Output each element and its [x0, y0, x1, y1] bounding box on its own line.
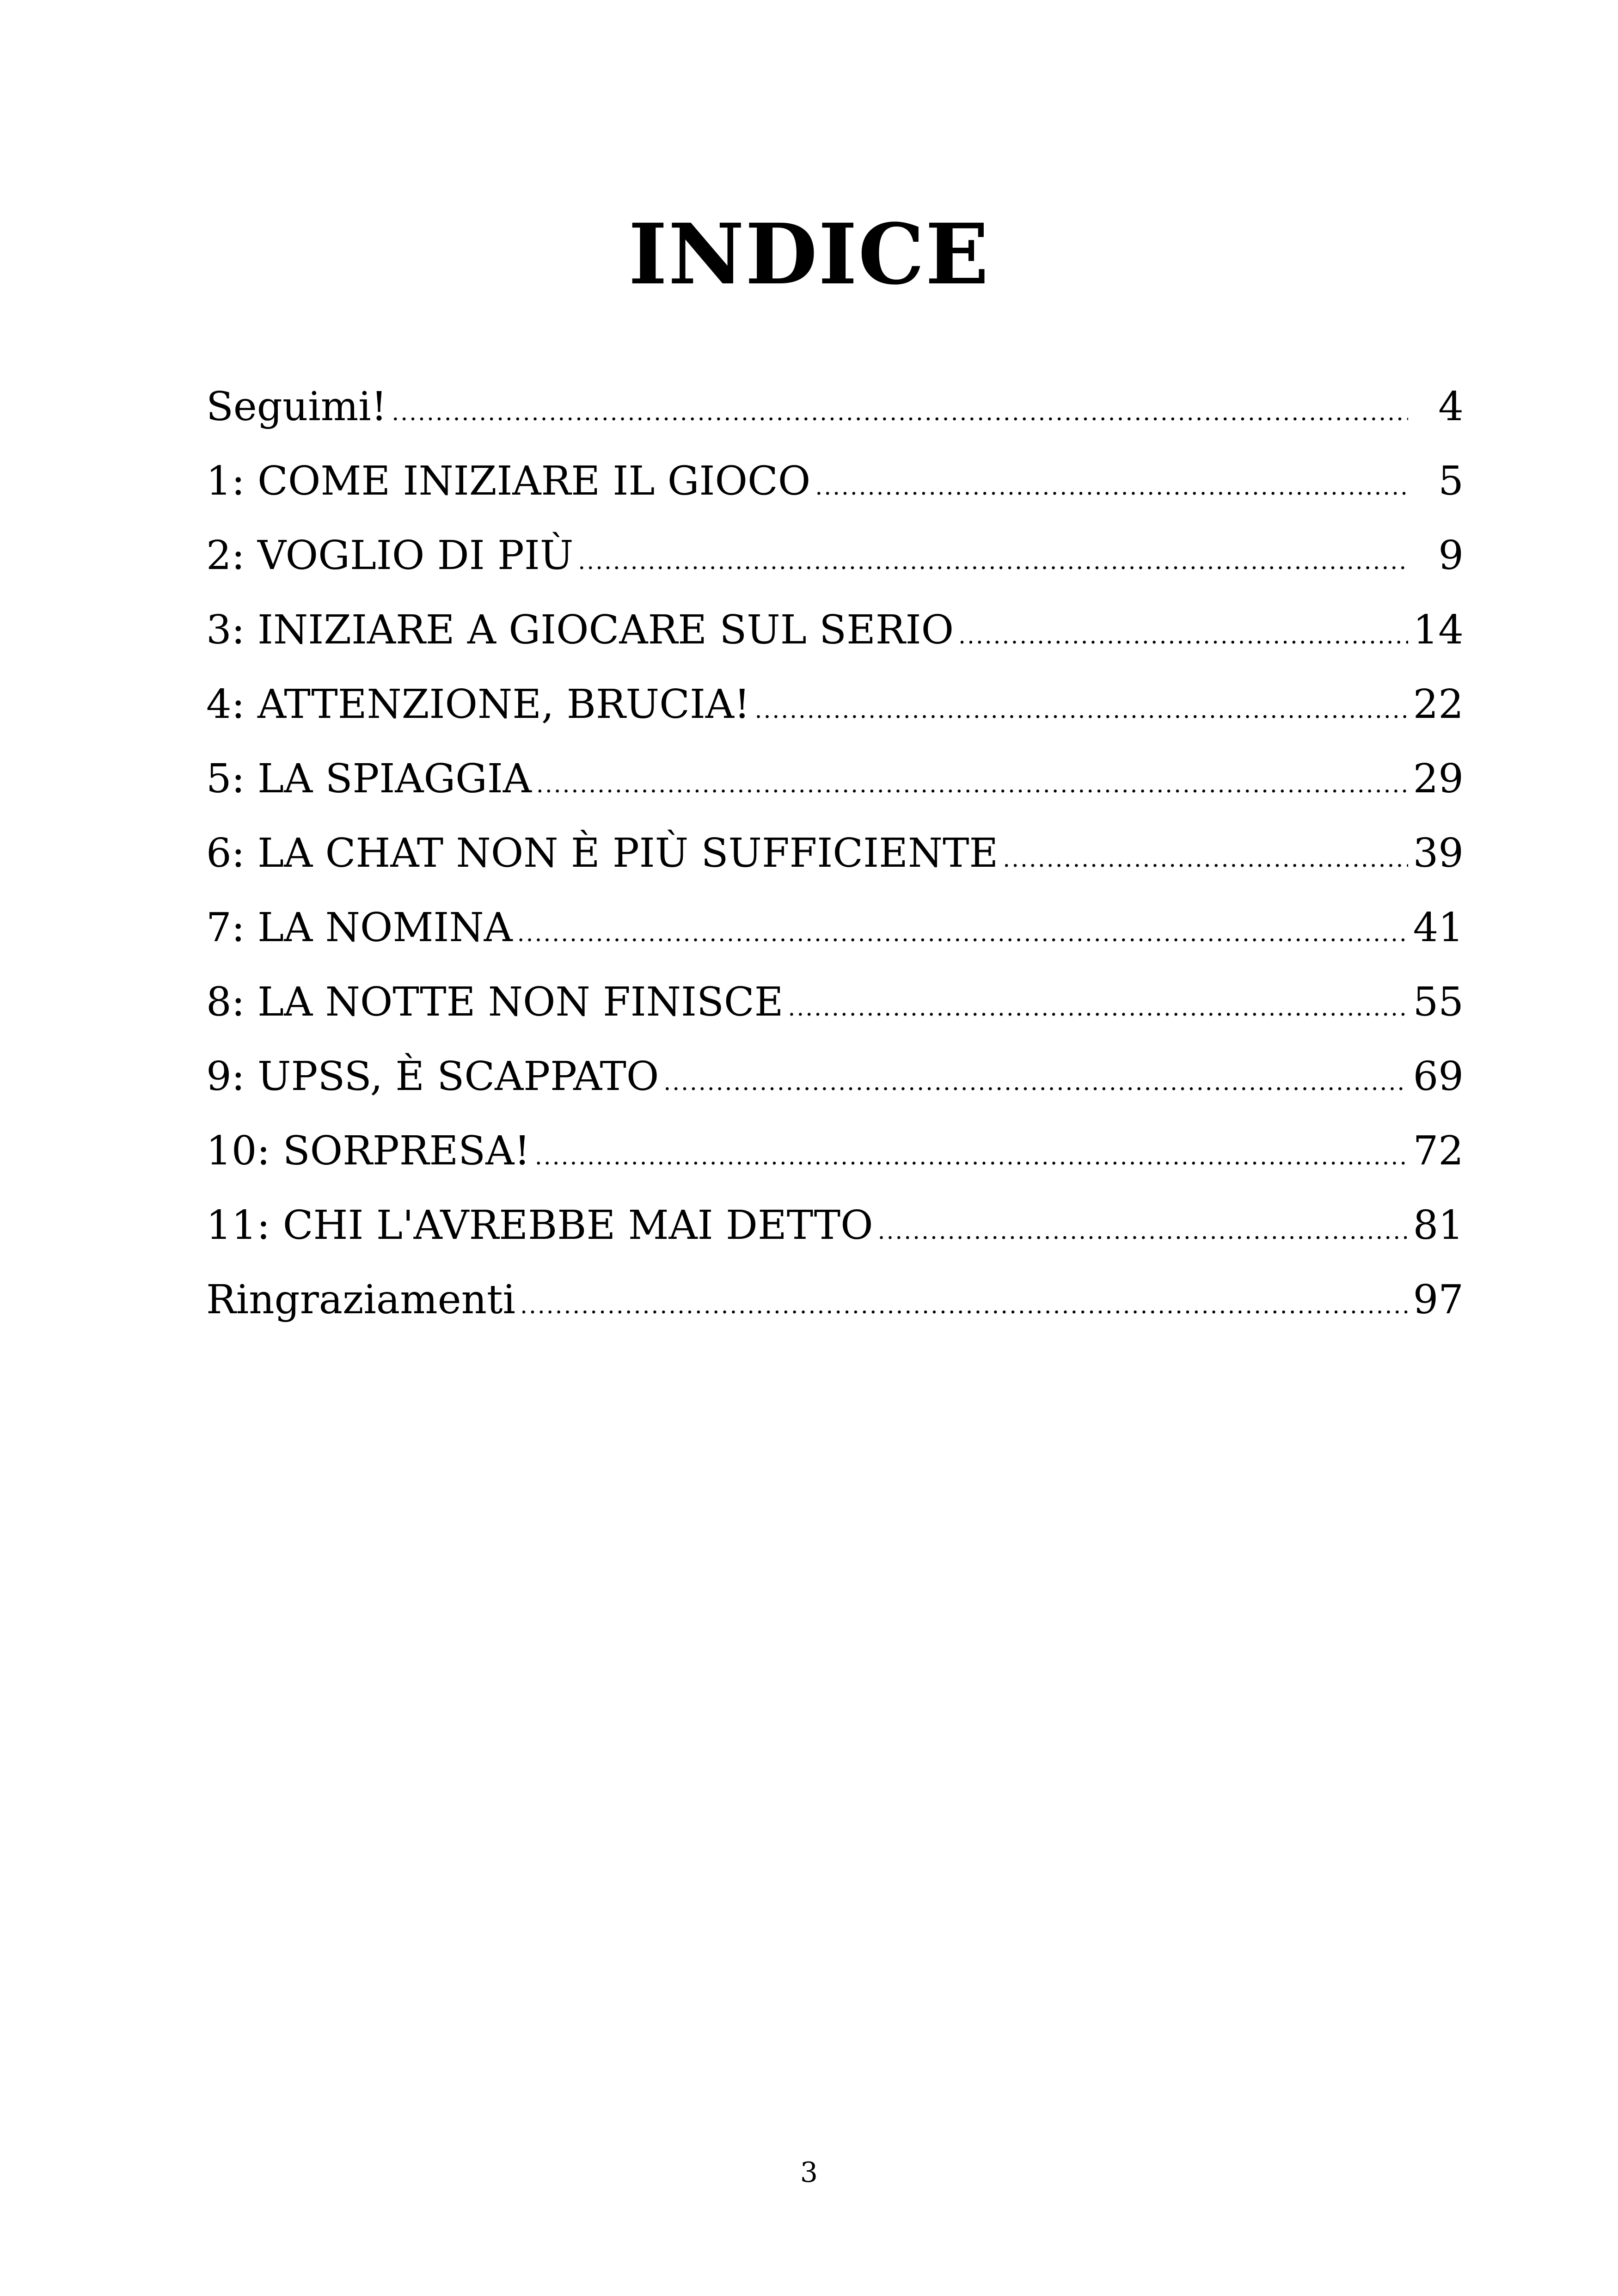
toc-entry-label: 8: LA NOTTE NON FINISCE — [206, 979, 784, 1025]
toc-entry-page: 39 — [1413, 830, 1464, 876]
toc-entry-chapter-8[interactable] — [206, 965, 1464, 1040]
toc-entry-page: 69 — [1413, 1053, 1464, 1100]
toc-entry-label: 7: LA NOMINA — [206, 905, 513, 951]
toc-dot-leader — [958, 599, 1408, 667]
toc-entry-page: 55 — [1413, 979, 1464, 1025]
toc-dot-leader — [535, 1120, 1408, 1188]
toc-entry-chapter-7[interactable] — [206, 891, 1464, 965]
toc-dot-leader — [578, 524, 1408, 593]
table-of-contents — [206, 370, 1464, 1337]
toc-entry-page: 5 — [1438, 458, 1464, 504]
toc-entry-label: 10: SORPRESA! — [206, 1128, 530, 1174]
toc-dot-leader — [392, 375, 1408, 444]
toc-entry-page: 72 — [1413, 1128, 1464, 1174]
toc-entry-page: 14 — [1413, 607, 1464, 653]
page-title: INDICE — [628, 205, 990, 303]
toc-entry-page: 9 — [1438, 533, 1464, 579]
toc-dot-leader — [663, 1045, 1408, 1114]
toc-entry-page: 41 — [1413, 905, 1464, 951]
toc-entry-chapter-1[interactable] — [206, 444, 1464, 519]
toc-entry-label: 11: CHI L'AVREBBE MAI DETTO — [206, 1202, 873, 1249]
toc-entry-page: 22 — [1413, 681, 1464, 728]
toc-dot-leader — [815, 450, 1408, 519]
toc-entry-ringraziamenti[interactable] — [206, 1263, 1464, 1337]
toc-entry-chapter-9[interactable] — [206, 1040, 1464, 1114]
toc-dot-leader — [878, 1194, 1408, 1263]
toc-entry-chapter-5[interactable] — [206, 742, 1464, 816]
toc-entry-label: 2: VOGLIO DI PIÙ — [206, 533, 574, 579]
toc-entry-label: 5: LA SPIAGGIA — [206, 756, 532, 802]
toc-entry-label: Seguimi! — [206, 384, 387, 430]
toc-entry-page: 29 — [1413, 756, 1464, 802]
toc-entry-chapter-4[interactable] — [206, 667, 1464, 742]
toc-entry-label: 6: LA CHAT NON È PIÙ SUFFICIENTE — [206, 830, 999, 876]
toc-entry-page: 4 — [1438, 384, 1464, 430]
toc-dot-leader — [536, 747, 1408, 816]
toc-entry-chapter-11[interactable] — [206, 1188, 1464, 1263]
toc-entry-label: 3: INIZIARE A GIOCARE SUL SERIO — [206, 607, 954, 653]
toc-entry-chapter-6[interactable] — [206, 816, 1464, 891]
toc-entry-label: 9: UPSS, È SCAPPATO — [206, 1053, 659, 1100]
toc-dot-leader — [517, 896, 1408, 965]
toc-dot-leader — [1003, 822, 1408, 891]
toc-entry-seguimi[interactable] — [206, 370, 1464, 444]
toc-dot-leader — [520, 1268, 1408, 1337]
toc-entry-chapter-10[interactable] — [206, 1114, 1464, 1188]
toc-entry-label: 1: COME INIZIARE IL GIOCO — [206, 458, 811, 504]
toc-dot-leader — [755, 673, 1408, 742]
toc-entry-chapter-3[interactable] — [206, 593, 1464, 667]
toc-entry-label: 4: ATTENZIONE, BRUCIA! — [206, 681, 750, 728]
toc-entry-chapter-2[interactable] — [206, 519, 1464, 593]
toc-entry-page: 81 — [1413, 1202, 1464, 1249]
toc-dot-leader — [788, 971, 1408, 1040]
toc-entry-page: 97 — [1413, 1277, 1464, 1323]
toc-entry-label: Ringraziamenti — [206, 1277, 516, 1323]
page-number: 3 — [800, 2156, 818, 2189]
